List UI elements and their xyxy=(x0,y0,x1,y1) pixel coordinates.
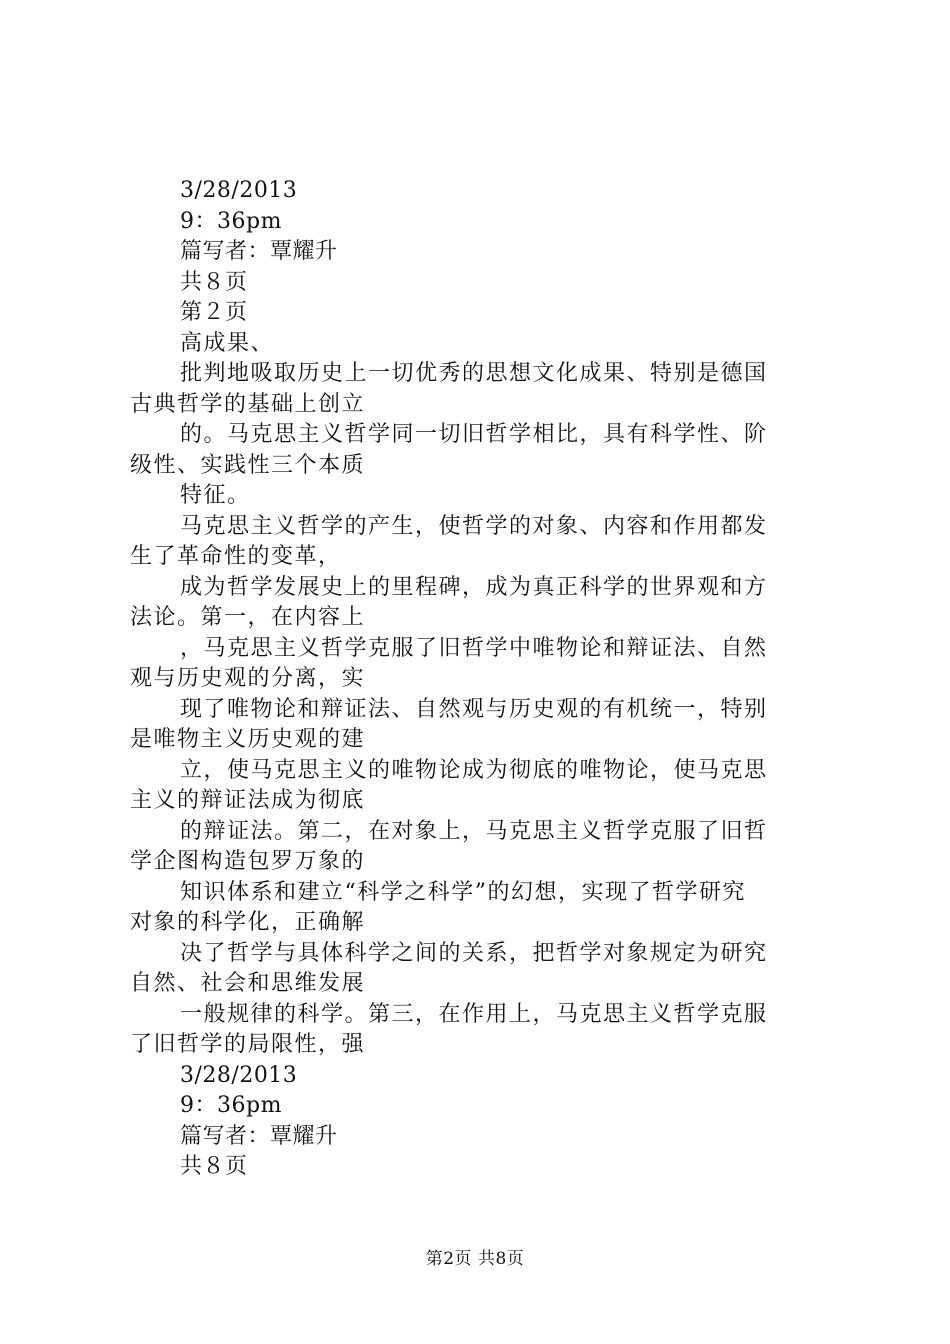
date-line: 3/28/2013 xyxy=(180,178,298,203)
page-content xyxy=(130,176,830,1183)
current-page-line: 第２页 xyxy=(180,300,248,325)
body-line: 学企图构造包罗万象的 xyxy=(130,849,366,874)
body-line: 立，使马克思主义的唯物论成为彻底的唯物论，使马克思 xyxy=(180,757,768,783)
body-line: ，马克思主义哲学克服了旧哲学中唯物论和辩证法、自然 xyxy=(180,635,768,661)
body-line: 是唯物主义历史观的建 xyxy=(130,727,366,752)
body-line: 批判地吸取历史上一切优秀的思想文化成果、特别是德国 xyxy=(180,361,768,386)
body-line: 古典哲学的基础上创立 xyxy=(130,391,366,417)
body-line: 级性、实践性三个本质 xyxy=(130,452,366,478)
body-line: 特征。 xyxy=(180,483,251,508)
body-line: 生了革命性的变革， xyxy=(130,544,342,569)
time-line-repeat: 9：36pm xyxy=(180,1093,282,1118)
body-line: 观与历史观的分离，实 xyxy=(130,666,366,691)
author-line-repeat: 篇写者：覃耀升 xyxy=(180,1123,338,1149)
body-line: 自然、社会和思维发展 xyxy=(130,971,366,996)
body-line: 决了哲学与具体科学之间的关系，把哲学对象规定为研究 xyxy=(180,940,768,966)
body-text xyxy=(130,329,830,1061)
body-line: 的辩证法。第二，在对象上，马克思主义哲学克服了旧哲 xyxy=(180,818,768,844)
body-line: 的。马克思主义哲学同一切旧哲学相比，具有科学性、阶 xyxy=(180,422,768,447)
author-line: 篇写者：覃耀升 xyxy=(180,239,338,264)
body-line: 马克思主义哲学的产生，使哲学的对象、内容和作用都发 xyxy=(180,513,768,539)
body-line: 高成果、 xyxy=(180,330,275,356)
body-line: 主义的辩证法成为彻底 xyxy=(130,788,366,813)
page-footer: 第2页 共8页 xyxy=(425,1249,525,1269)
body-line: 了旧哲学的局限性，强 xyxy=(130,1032,366,1057)
body-line: 对象的科学化，正确解 xyxy=(130,910,366,935)
total-pages-line-repeat: 共８页 xyxy=(180,1154,248,1179)
body-line: 法论。第一，在内容上 xyxy=(130,605,366,630)
body-line: 成为哲学发展史上的里程碑，成为真正科学的世界观和方 xyxy=(180,574,768,600)
body-line: 一般规律的科学。第三，在作用上，马克思主义哲学克服 xyxy=(180,1001,768,1027)
time-line: 9：36pm xyxy=(180,208,282,234)
body-line: 现了唯物论和辩证法、自然观与历史观的有机统一，特别 xyxy=(180,696,768,722)
body-line: 知识体系和建立“科学之科学”的幻想，实现了哲学研究 xyxy=(180,879,746,905)
date-line-repeat: 3/28/2013 xyxy=(180,1062,298,1088)
total-pages-line: 共８页 xyxy=(180,269,248,295)
